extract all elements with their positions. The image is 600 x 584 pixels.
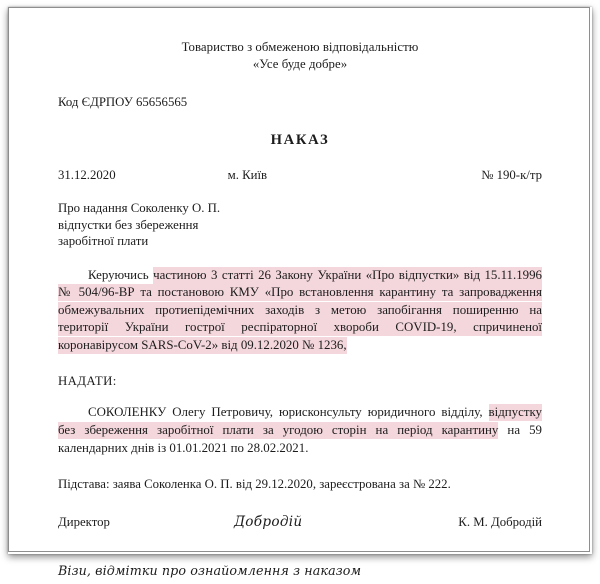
document-title: НАКАЗ	[270, 132, 330, 148]
order-keyword: НАДАТИ:	[58, 374, 117, 389]
grant-paragraph	[58, 404, 542, 457]
grant-before: СОКОЛЕНКУ Олегу Петровичу, юрисконсульту юридичного відділу,	[88, 405, 489, 420]
organization-header	[58, 39, 542, 73]
organization-name-line1: Товариство з обмеженою відповідальністю	[181, 40, 419, 54]
registry-code: Код ЄДРПОУ 65656565	[58, 95, 188, 109]
handwritten-signature: Добродій	[233, 514, 303, 531]
subject-line-3: заробітної плати	[58, 234, 149, 248]
visas-note: Візи, відмітки про ознайомлення з наказом	[58, 563, 362, 579]
document-city: м. Київ	[227, 168, 268, 182]
signatory-name: К. М. Добродій	[458, 515, 542, 530]
preamble-lead: Керуючись	[88, 267, 154, 282]
document-meta-row	[58, 167, 542, 183]
subject-line-2: відпустки без збереження	[58, 217, 199, 232]
preamble-highlight: частиною 3 статті 26 Закону України «Про відпустки» від 15.11.1996 № 504/96-ВР та постановою КМУ «Про встановлення карантину та запровадження обмежувальних протиепідемічних заходів з метою запобігання поширенню на території України гострої респіраторної хвороби COVID-19, спричиненої коронавірусом SARS-CoV-2» від 09.12.2020 № 1236,	[58, 267, 542, 352]
basis-line: Підстава: заява Соколенка О. П. від 29.12.2020, зареєстрована за № 222.	[58, 477, 451, 492]
document-date: 31.12.2020	[58, 168, 116, 182]
signatory-position: Директор	[58, 515, 110, 530]
preamble-paragraph	[58, 267, 542, 355]
organization-name-line2: «Усе буде добре»	[252, 57, 348, 71]
document-number: № 190-к/тр	[481, 168, 542, 182]
grant-after: на 59 календарних днів із 01.01.2021 по 28.02.2021.	[58, 423, 542, 455]
document-page	[8, 7, 590, 579]
subject-line-1: Про надання Соколенку О. П.	[58, 201, 221, 215]
document-subject	[58, 200, 318, 250]
document-content	[58, 8, 542, 579]
signature-row	[58, 514, 542, 530]
grant-highlight: відпустку без збереження заробітної плати за угодою сторін на період карантину	[58, 405, 542, 438]
